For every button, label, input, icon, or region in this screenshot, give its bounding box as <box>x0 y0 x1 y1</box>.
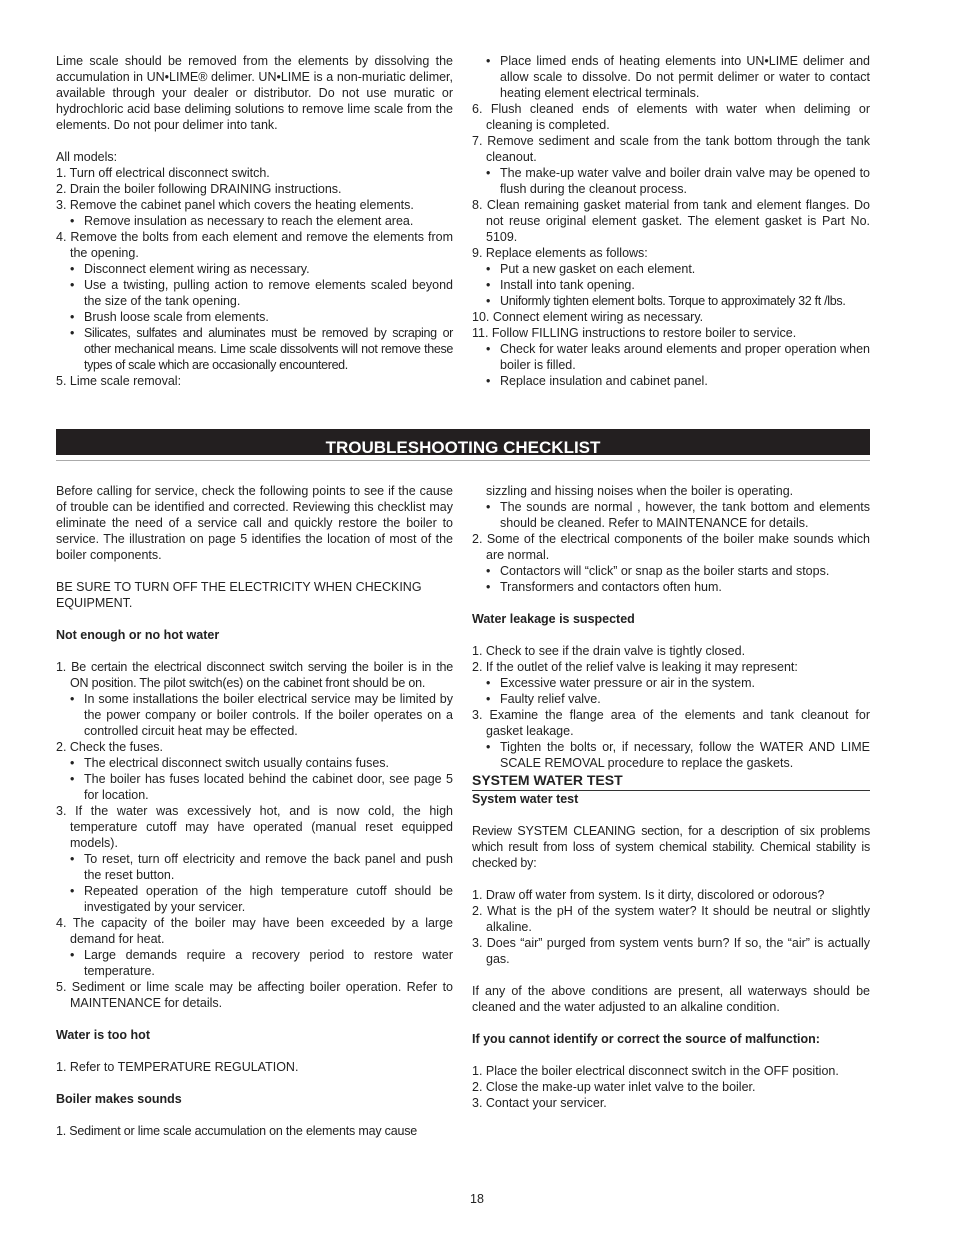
warning-text: BE SURE TO TURN OFF THE ELECTRICITY WHEN CHECKING EQUIPMENT. <box>56 580 422 610</box>
list-item: 2. Check the fuses. <box>56 740 164 754</box>
checklist-right-column <box>472 483 870 1111</box>
list-item: 3. If the water was excessively hot, and is now cold, the high temperature cutoff may have operated (manual reset equipped models). <box>56 804 453 850</box>
banner-title: TROUBLESHOOTING CHECKLIST <box>325 438 601 455</box>
list-item: 4. Remove the bolts from each element and remove the elements from the opening. <box>56 230 453 260</box>
list-item: 3. Does “air” purged from system vents burn? If so, the “air” is actually gas. <box>472 936 870 966</box>
bullet-item: • Brush loose scale from elements. <box>56 309 453 325</box>
checklist-left-column <box>56 483 453 1139</box>
bullet-item: • Large demands require a recovery period to restore water temperature. <box>56 947 453 979</box>
section-banner <box>56 429 870 455</box>
top-left-column <box>56 53 453 389</box>
list-item: 1. Sediment or lime scale accumulation on the elements may cause <box>56 1124 417 1138</box>
bullet-item: • Tighten the bolts or, if necessary, follow the WATER AND LIME SCALE REMOVAL procedure to replace the gaskets. <box>472 739 870 771</box>
list-item: 10. Connect element wiring as necessary. <box>472 310 704 324</box>
bullet-item: • Remove insulation as necessary to reach the element area. <box>56 213 453 229</box>
list-item: 8. Clean remaining gasket material from tank and element flanges. Do not reuse original element gasket. The element gasket is Part No. 5109. <box>472 198 870 244</box>
subheading-system-water-test: System water test <box>472 792 579 806</box>
list-item: 5. Sediment or lime scale may be affecting boiler operation. Refer to MAINTENANCE for details. <box>56 980 453 1010</box>
subheading-no-hot-water: Not enough or no hot water <box>56 628 220 642</box>
subheading-boiler-sounds: Boiler makes sounds <box>56 1092 182 1106</box>
banner-divider <box>56 460 870 461</box>
list-item: 3. Contact your servicer. <box>472 1096 607 1110</box>
bullet-item: • Install into tank opening. <box>472 277 870 293</box>
bullet-item: • Uniformly tighten element bolts. Torque to approximately 32 ft /lbs. <box>472 293 870 309</box>
bullet-item: • Check for water leaks around elements and proper operation when boiler is filled. <box>472 341 870 373</box>
list-item: 4. The capacity of the boiler may have been exceeded by a large demand for heat. <box>56 916 453 946</box>
subheading-cannot-identify: If you cannot identify or correct the source of malfunction: <box>472 1032 820 1046</box>
bullet-item: • Place limed ends of heating elements into UN•LIME delimer and allow scale to dissolve. Do not permit delimer or water to contact heating element electrical terminals. <box>472 53 870 101</box>
list-item: 2. Some of the electrical components of the boiler make sounds which are normal. <box>472 532 870 562</box>
list-item: 11. Follow FILLING instructions to restore boiler to service. <box>472 326 797 340</box>
list-item: 2. What is the pH of the system water? It should be neutral or slightly alkaline. <box>472 904 870 934</box>
list-item: 2. If the outlet of the relief valve is leaking it may represent: <box>472 660 798 674</box>
bullet-item: • Excessive water pressure or air in the system. <box>472 675 870 691</box>
system-water-conclusion: If any of the above conditions are present, all waterways should be cleaned and the water adjusted to an alkaline condition. <box>472 984 870 1014</box>
list-item: 1. Check to see if the drain valve is tightly closed. <box>472 644 746 658</box>
bullet-item: • The boiler has fuses located behind the cabinet door, see page 5 for location. <box>56 771 453 803</box>
page-number: 18 <box>470 1192 484 1206</box>
bullet-item: • Use a twisting, pulling action to remove elements scaled beyond the size of the tank opening. <box>56 277 453 309</box>
list-item: 1. Be certain the electrical disconnect switch serving the boiler is in the ON position. The pilot switch(es) on the cabinet front should be on. <box>56 660 453 690</box>
list-item: 2. Drain the boiler following DRAINING instructions. <box>56 182 342 196</box>
list-item: 3. Examine the flange area of the elements and tank cleanout for gasket leakage. <box>472 708 870 738</box>
bullet-item: • Replace insulation and cabinet panel. <box>472 373 870 389</box>
bullet-item: • Put a new gasket on each element. <box>472 261 870 277</box>
bullet-item: • Repeated operation of the high temperature cutoff should be investigated by your servicer. <box>56 883 453 915</box>
subheading-water-too-hot: Water is too hot <box>56 1028 150 1042</box>
list-item: 6. Flush cleaned ends of elements with water when deliming or cleaning is completed. <box>472 102 870 132</box>
top-right-column <box>472 53 870 389</box>
all-models-label: All models: <box>56 150 118 164</box>
list-item: 9. Replace elements as follows: <box>472 246 648 260</box>
bullet-item: • Disconnect element wiring as necessary. <box>56 261 453 277</box>
list-item: 1. Place the boiler electrical disconnect switch in the OFF position. <box>472 1064 839 1078</box>
section-title-system-water-test: SYSTEM WATER TEST <box>472 771 870 791</box>
bullet-item: • The sounds are normal , however, the tank bottom and elements should be cleaned. Refer to MAINTENANCE for details. <box>472 499 870 531</box>
bullet-item: • The electrical disconnect switch usually contains fuses. <box>56 755 453 771</box>
bullet-item: • Contactors will “click” or snap as the boiler starts and stops. <box>472 563 870 579</box>
bullet-item: • Silicates, sulfates and aluminates must be removed by scraping or other mechanical means. Lime scale dissolvents will not remove these types of scale which are occasionally encountered. <box>56 325 453 373</box>
system-water-intro: Review SYSTEM CLEANING section, for a description of six problems which result from loss of system chemical stability. Chemical stability is checked by: <box>472 824 870 870</box>
list-item: 2. Close the make-up water inlet valve to the boiler. <box>472 1080 756 1094</box>
bullet-item: • In some installations the boiler electrical service may be limited by the power company or boiler controls. If the boiler operates on a controlled circuit heat may be effected. <box>56 691 453 739</box>
bullet-item: • Faulty relief valve. <box>472 691 870 707</box>
subheading-water-leakage: Water leakage is suspected <box>472 612 635 626</box>
bullet-item: • Transformers and contactors often hum. <box>472 579 870 595</box>
list-item: 1. Draw off water from system. Is it dirty, discolored or odorous? <box>472 888 825 902</box>
list-item: 5. Lime scale removal: <box>56 374 182 388</box>
lime-scale-intro: Lime scale should be removed from the elements by dissolving the accumulation in UN•LIME® delimer. UN•LIME is a non-muriatic delimer, available through your dealer or distributor. Do not use muratic or hydrochloric acid base deliming solutions to remove lime scale from the elements. Do not pour delimer into tank. <box>56 54 453 132</box>
list-item: 7. Remove sediment and scale from the tank bottom through the tank cleanout. <box>472 134 870 164</box>
list-item: 1. Turn off electrical disconnect switch. <box>56 166 270 180</box>
checklist-intro: Before calling for service, check the following points to see if the cause of trouble can be identified and corrected. Reviewing this checklist may eliminate the need of a service call and quickly restore the boiler to service. The illustration on page 5 identifies the location of most of the boiler components. <box>56 484 453 562</box>
list-item-continuation: sizzling and hissing noises when the boiler is operating. <box>486 484 794 498</box>
list-item: 1. Refer to TEMPERATURE REGULATION. <box>56 1060 299 1074</box>
bullet-item: • To reset, turn off electricity and remove the back panel and push the reset button. <box>56 851 453 883</box>
bullet-item: • The make-up water valve and boiler drain valve may be opened to flush during the cleanout process. <box>472 165 870 197</box>
list-item: 3. Remove the cabinet panel which covers the heating elements. <box>56 198 414 212</box>
